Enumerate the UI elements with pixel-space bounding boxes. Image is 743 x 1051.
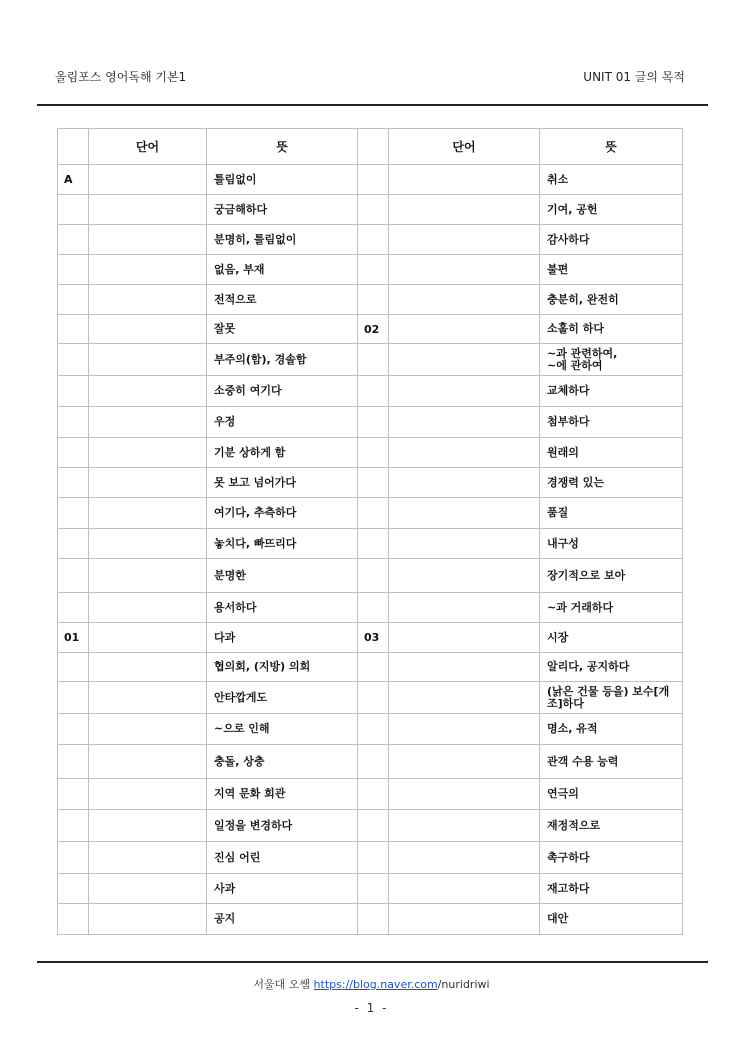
word-left-cell [89,468,207,498]
header-divider [37,104,708,106]
table-row [58,285,683,315]
meaning-left-cell: 부주의(함), 경솔함 [207,344,358,376]
blog-path: /nuridriwi [437,978,490,991]
section-right-cell [358,255,389,285]
table-row [58,682,683,714]
meaning-right-cell: (낡은 건물 등을) 보수[개조]하다 [540,682,683,714]
word-left-cell [89,874,207,904]
meaning-left-cell: 여기다, 추측하다 [207,498,358,529]
section-left-cell: A [58,165,89,195]
meaning-right-cell: 교체하다 [540,376,683,407]
table-row [58,438,683,468]
meaning-right-cell: 충분히, 완전히 [540,285,683,315]
word-right-cell [389,682,540,714]
section-right-cell [358,779,389,810]
section-right-cell [358,842,389,874]
meaning-left-cell: 안타깝게도 [207,682,358,714]
word-left-cell [89,376,207,407]
word-left-cell [89,745,207,779]
meaning-left-cell: 사과 [207,874,358,904]
header-meaning-right: 뜻 [540,129,683,165]
table-row [58,810,683,842]
meaning-right-cell: 대안 [540,904,683,935]
word-left-cell [89,255,207,285]
word-right-cell [389,874,540,904]
meaning-right-cell: 소홀히 하다 [540,315,683,344]
meaning-right-cell: 장기적으로 보아 [540,559,683,593]
section-right-cell [358,653,389,682]
unit-title: UNIT 01 글의 목적 [583,70,685,84]
table-row [58,714,683,745]
table-row [58,315,683,344]
footer-divider [37,961,708,963]
word-right-cell [389,376,540,407]
word-left-cell [89,498,207,529]
table-row [58,745,683,779]
section-right-cell [358,407,389,438]
word-right-cell [389,438,540,468]
meaning-left-cell: 일정을 변경하다 [207,810,358,842]
word-left-cell [89,344,207,376]
table-row [58,195,683,225]
table-row [58,255,683,285]
vocabulary-table [57,128,683,935]
meaning-right-cell: 재정적으로 [540,810,683,842]
section-left-cell [58,195,89,225]
word-left-cell [89,682,207,714]
section-right-cell: 02 [358,315,389,344]
word-right-cell [389,779,540,810]
word-right-cell [389,165,540,195]
header-section-left [58,129,89,165]
word-left-cell [89,165,207,195]
meaning-left-cell: 전적으로 [207,285,358,315]
section-left-cell [58,874,89,904]
table-row [58,904,683,935]
section-left-cell [58,904,89,935]
section-left-cell [58,653,89,682]
word-right-cell [389,904,540,935]
table-row [58,623,683,653]
section-left-cell [58,438,89,468]
section-left-cell [58,225,89,255]
table-row [58,407,683,438]
meaning-left-cell: 놓치다, 빠뜨리다 [207,529,358,559]
section-right-cell [358,714,389,745]
meaning-right-cell: 기여, 공헌 [540,195,683,225]
table-row [58,498,683,529]
word-left-cell [89,285,207,315]
table-row [58,559,683,593]
word-right-cell [389,714,540,745]
section-left-cell [58,285,89,315]
section-left-cell [58,255,89,285]
word-left-cell [89,407,207,438]
table-row [58,779,683,810]
section-left-cell [58,714,89,745]
section-right-cell [358,376,389,407]
table-body [58,165,683,935]
meaning-left-cell: 충돌, 상충 [207,745,358,779]
word-right-cell [389,810,540,842]
meaning-left-cell: 지역 문화 회관 [207,779,358,810]
section-right-cell [358,874,389,904]
meaning-right-cell: 불편 [540,255,683,285]
table-row [58,874,683,904]
meaning-right-cell: 명소, 유적 [540,714,683,745]
word-right-cell [389,255,540,285]
document-title: 올림포스 영어독해 기본1 [55,70,187,84]
section-right-cell [358,810,389,842]
table-header-row [58,129,683,165]
word-right-cell [389,653,540,682]
header-word-left: 단어 [89,129,207,165]
page-header [0,0,743,110]
section-right-cell [358,529,389,559]
section-left-cell [58,842,89,874]
section-right-cell [358,593,389,623]
word-right-cell [389,468,540,498]
word-left-cell [89,653,207,682]
meaning-right-cell: 원래의 [540,438,683,468]
meaning-left-cell: 잘못 [207,315,358,344]
meaning-left-cell: 못 보고 넘어가다 [207,468,358,498]
section-right-cell [358,225,389,255]
word-left-cell [89,195,207,225]
meaning-right-cell: 시장 [540,623,683,653]
meaning-right-cell: 관객 수용 능력 [540,745,683,779]
section-right-cell [358,438,389,468]
header-word-right: 단어 [389,129,540,165]
word-right-cell [389,623,540,653]
meaning-left-cell: 틀림없이 [207,165,358,195]
section-left-cell [58,376,89,407]
meaning-left-cell: 궁금해하다 [207,195,358,225]
word-left-cell [89,779,207,810]
meaning-left-cell: 다과 [207,623,358,653]
meaning-right-cell: 감사하다 [540,225,683,255]
meaning-left-cell: 공지 [207,904,358,935]
word-right-cell [389,559,540,593]
table-row [58,165,683,195]
section-left-cell [58,682,89,714]
section-left-cell: 01 [58,623,89,653]
section-left-cell [58,529,89,559]
section-right-cell [358,559,389,593]
word-right-cell [389,225,540,255]
table-row [58,344,683,376]
table-row [58,529,683,559]
meaning-left-cell: 협의회, (지방) 의회 [207,653,358,682]
meaning-right-cell: 알리다, 공지하다 [540,653,683,682]
word-right-cell [389,195,540,225]
meaning-right-cell: 취소 [540,165,683,195]
footer-author: 서울대 오쌤 [253,978,314,991]
word-left-cell [89,623,207,653]
section-left-cell [58,745,89,779]
section-left-cell [58,407,89,438]
meaning-right-cell: 내구성 [540,529,683,559]
table-row [58,653,683,682]
table-row [58,468,683,498]
section-right-cell [358,468,389,498]
meaning-right-cell: 품질 [540,498,683,529]
meaning-left-cell: 분명히, 틀림없이 [207,225,358,255]
section-right-cell [358,745,389,779]
blog-link[interactable]: https://blog.naver.com [313,978,438,991]
meaning-right-cell: 촉구하다 [540,842,683,874]
table-row [58,376,683,407]
section-right-cell [358,498,389,529]
word-left-cell [89,559,207,593]
meaning-left-cell: 기분 상하게 함 [207,438,358,468]
section-left-cell [58,593,89,623]
table-row [58,225,683,255]
page-number: - 1 - [354,1001,389,1015]
header-meaning-left: 뜻 [207,129,358,165]
word-left-cell [89,714,207,745]
section-left-cell [58,468,89,498]
section-right-cell: 03 [358,623,389,653]
section-left-cell [58,315,89,344]
word-left-cell [89,904,207,935]
word-right-cell [389,407,540,438]
word-right-cell [389,842,540,874]
meaning-right-cell: 경쟁력 있는 [540,468,683,498]
word-right-cell [389,745,540,779]
section-left-cell [58,498,89,529]
footer-credit [0,976,743,992]
word-left-cell [89,842,207,874]
section-right-cell [358,344,389,376]
meaning-right-cell: ~과 관련하여, ~에 관하여 [540,344,683,376]
meaning-right-cell: 연극의 [540,779,683,810]
meaning-right-cell: 재고하다 [540,874,683,904]
section-left-cell [58,779,89,810]
section-right-cell [358,195,389,225]
meaning-left-cell: 진심 어린 [207,842,358,874]
section-right-cell [358,904,389,935]
meaning-left-cell: 우정 [207,407,358,438]
header-section-right [358,129,389,165]
meaning-left-cell: ~으로 인해 [207,714,358,745]
word-left-cell [89,529,207,559]
word-right-cell [389,315,540,344]
section-left-cell [58,559,89,593]
section-left-cell [58,810,89,842]
word-right-cell [389,529,540,559]
section-right-cell [358,682,389,714]
table-row [58,593,683,623]
meaning-right-cell: 첨부하다 [540,407,683,438]
section-right-cell [358,165,389,195]
meaning-left-cell: 용서하다 [207,593,358,623]
word-right-cell [389,344,540,376]
word-left-cell [89,315,207,344]
meaning-right-cell: ~과 거래하다 [540,593,683,623]
word-right-cell [389,593,540,623]
meaning-left-cell: 분명한 [207,559,358,593]
word-right-cell [389,285,540,315]
meaning-left-cell: 없음, 부재 [207,255,358,285]
word-left-cell [89,225,207,255]
table-row [58,842,683,874]
section-left-cell [58,344,89,376]
section-right-cell [358,285,389,315]
word-left-cell [89,593,207,623]
word-right-cell [389,498,540,529]
meaning-left-cell: 소중히 여기다 [207,376,358,407]
word-left-cell [89,438,207,468]
word-left-cell [89,810,207,842]
